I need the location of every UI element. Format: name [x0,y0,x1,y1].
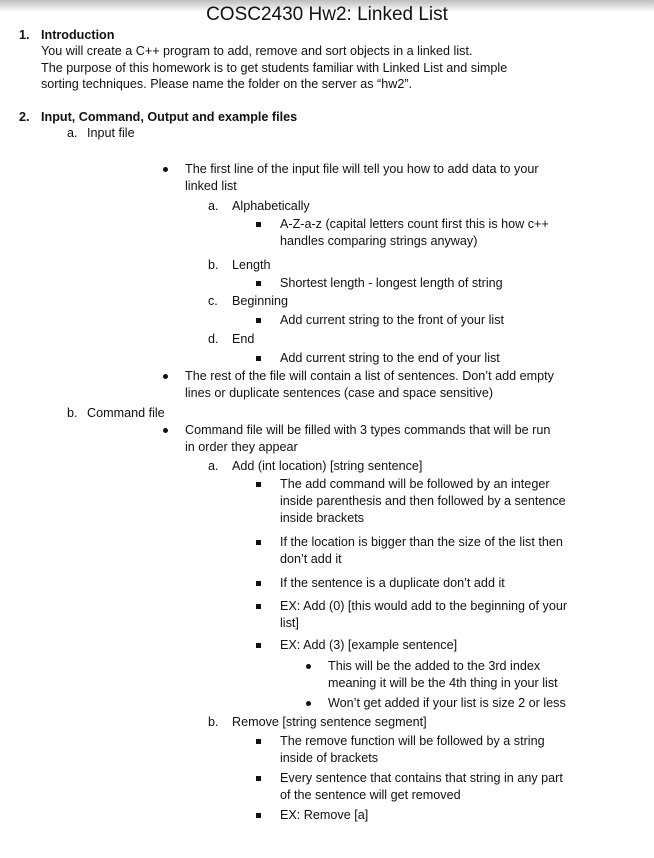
square-bullet-icon [256,281,261,286]
square-bullet-icon [256,604,261,609]
paragraph-line: You will create a C++ program to add, remove and sort objects in a linked list. [41,44,473,58]
page-title: COSC2430 Hw2: Linked List [206,4,448,25]
list-marker: a. [208,199,219,213]
list-item-text: The add command will be followed by an integer [280,477,550,491]
square-bullet-icon [256,776,261,781]
list-item-text: The rest of the file will contain a list of sentences. Don’t add empty [185,369,554,383]
square-bullet-icon [256,356,261,361]
list-item-text: Won’t get added if your list is size 2 or less [328,696,566,710]
square-bullet-icon [256,739,261,744]
list-item-text: A-Z-a-z (capital letters count first this is how c++ [280,217,549,231]
bullet-icon [306,664,311,669]
list-item-text: The first line of the input file will tell you how to add data to your [185,162,539,176]
list-item-text: in order they appear [185,440,298,454]
bullet-icon [163,167,168,172]
option-end: End [232,332,255,346]
list-item-text: don’t add it [280,552,342,566]
section-heading-introduction: Introduction [41,28,115,42]
list-marker: d. [208,332,219,346]
bullet-icon [163,428,168,433]
list-item-text: If the location is bigger than the size of the list then [280,535,563,549]
list-item-text: Add current string to the end of your list [280,351,500,365]
square-bullet-icon [256,581,261,586]
section-number: 1. [19,28,30,42]
list-item-text: inside of brackets [280,751,379,765]
option-beginning: Beginning [232,294,289,308]
list-item-text: If the sentence is a duplicate don’t add it [280,576,505,590]
command-add: Add (int location) [string sentence] [232,459,423,473]
paragraph-line: sorting techniques. Please name the folder on the server as “hw2”. [41,77,413,91]
square-bullet-icon [256,540,261,545]
list-item-text: list] [280,616,299,630]
option-alphabetically: Alphabetically [232,199,310,213]
list-item-text: This will be the added to the 3rd index [328,659,541,673]
list-item-text: EX: Remove [a] [280,808,369,822]
list-item-text: lines or duplicate sentences (case and space sensitive) [185,386,494,400]
list-item-text: Add current string to the front of your list [280,313,504,327]
subheading-input-file: Input file [87,126,135,140]
bullet-icon [163,374,168,379]
list-marker: b. [67,406,78,420]
section-heading-input-command-output: Input, Command, Output and example files [41,110,298,124]
option-length: Length [232,258,271,272]
list-item-text: inside parenthesis and then followed by a sentence [280,494,566,508]
list-marker: a. [67,126,78,140]
list-item-text: Every sentence that contains that string in any part [280,771,563,785]
list-marker: b. [208,258,219,272]
square-bullet-icon [256,318,261,323]
section-number: 2. [19,110,30,124]
square-bullet-icon [256,643,261,648]
command-remove: Remove [string sentence segment] [232,715,427,729]
list-item-text: of the sentence will get removed [280,788,461,802]
list-marker: a. [208,459,219,473]
square-bullet-icon [256,222,261,227]
list-item-text: inside brackets [280,511,364,525]
subheading-command-file: Command file [87,406,165,420]
list-item-text: linked list [185,179,237,193]
bullet-icon [306,701,311,706]
list-marker: b. [208,715,219,729]
list-item-text: The remove function will be followed by a string [280,734,545,748]
square-bullet-icon [256,813,261,818]
list-item-text: meaning it will be the 4th thing in your list [328,676,558,690]
list-marker: c. [208,294,218,308]
paragraph-line: The purpose of this homework is to get students familiar with Linked List and simple [41,61,508,75]
list-item-text: Shortest length - longest length of string [280,276,503,290]
list-item-text: handles comparing strings anyway) [280,234,478,248]
list-item-text: EX: Add (3) [example sentence] [280,638,458,652]
list-item-text: Command file will be filled with 3 types commands that will be run [185,423,551,437]
list-item-text: EX: Add (0) [this would add to the beginning of your [280,599,568,613]
square-bullet-icon [256,482,261,487]
